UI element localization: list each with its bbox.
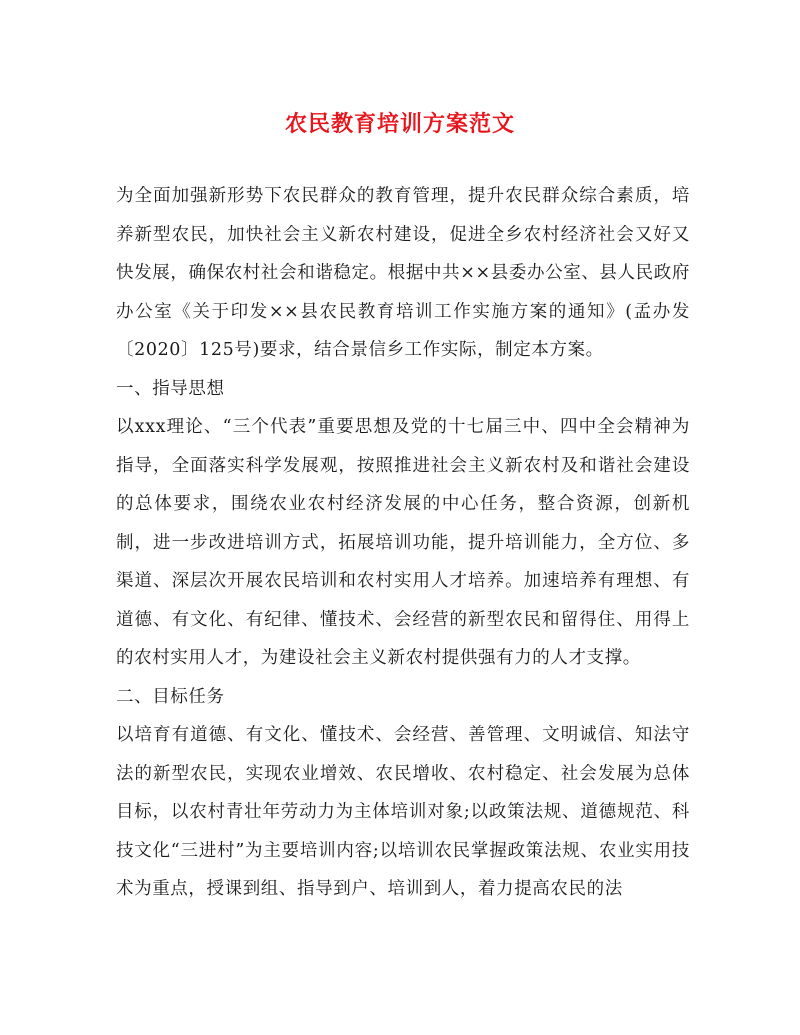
section-heading-guiding-thought: 一、指导思想 — [116, 378, 225, 399]
guiding-thought-paragraph: 以xxx理论、“三个代表”重要思想及党的十七届三中、四中全会精神为指导，全面落实科学发展观，按照推进社会主义新农村及和谐社会建设的总体要求，围绕农业农村经济发展的中心任务，整合资源，创新机制，进一步改进培训方式，拓展培训功能，提升培训能力，全方位、多渠道、深层次开展农民培训和农村实用人才培养。加速培养有理想、有道德、有文化、有纪律、懂技术、会经营的新型农民和留得住、用得上的农村实用人才，为建设社会主义新农村提供强有力的人才支撑。 — [116, 417, 690, 668]
document-title: 农民教育培训方案范文 — [284, 111, 515, 137]
objectives-paragraph: 以培育有道德、有文化、懂技术、会经营、善管理、文明诚信、知法守法的新型农民，实现农业增效、农民增收、农村稳定、社会发展为总体目标，以农村青壮年劳动力为主体培训对象;以政策法规、道德规范、科技文化“三进村”为主要培训内容;以培训农民掌握政策法规、农业实用技术为重点，授课到组、指导到户、培训到人，着力提高农民的法 — [116, 725, 690, 899]
section-heading-objectives: 二、目标任务 — [116, 686, 225, 707]
document-body — [116, 177, 690, 909]
intro-paragraph: 为全面加强新形势下农民群众的教育管理，提升农民群众综合素质，培养新型农民，加快社会主义新农村建设，促进全乡农村经济社会又好又快发展，确保农村社会和谐稳定。根据中共××县委办公室、县人民政府办公室《关于印发××县农民教育培训工作实施方案的通知》(孟办发〔2020〕125号)要求，结合景信乡工作实际，制定本方案。 — [116, 186, 690, 360]
